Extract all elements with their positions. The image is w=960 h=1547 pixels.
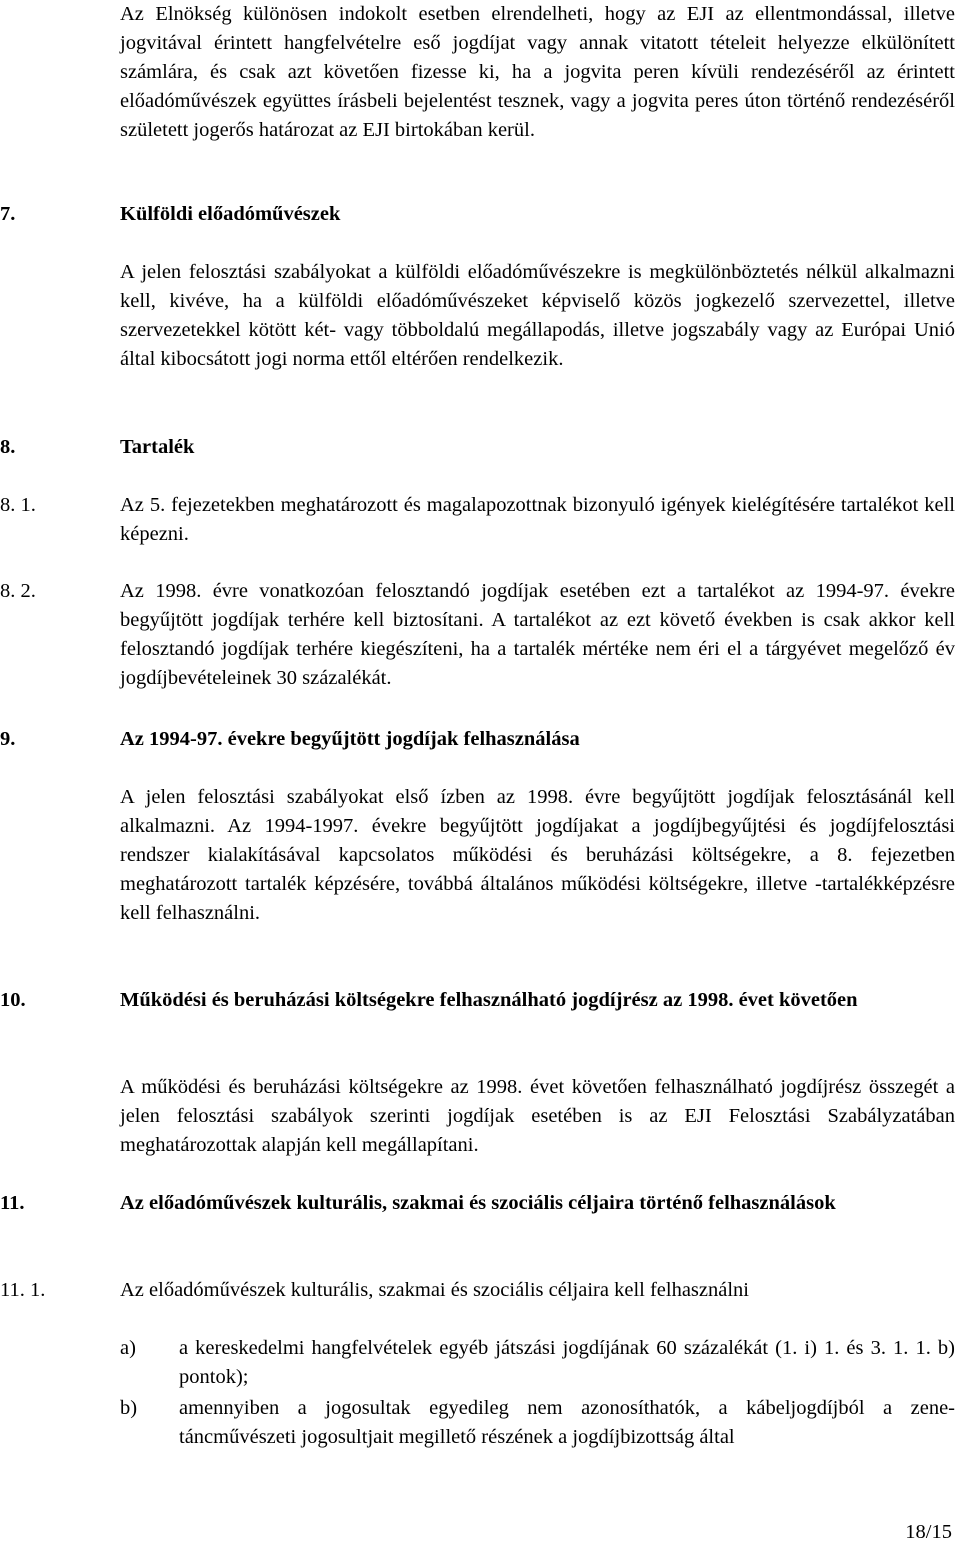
section-7-title: Külföldi előadóművészek — [120, 203, 341, 225]
section-11-title: Az előadóművészek kulturális, szakmai és szociális céljaira történő felhasználások — [120, 1192, 836, 1214]
section-9-number: 9. — [0, 728, 16, 750]
section-10-number: 10. — [0, 989, 26, 1011]
section-10-title: Működési és beruházási költségekre felhasználható jogdíjrész az 1998. évet követően — [120, 989, 858, 1011]
intro-paragraph: Az Elnökség különösen indokolt esetben elrendelheti, hogy az EJI az ellentmondással, illetve jogvitával érintett hangfelvételre eső jogdíjat vagy annak vitatott tételeit helyezze elkülönített számlára, és csak azt követően fizesse ki, ha a jogvita peren kívüli rendezéséről az érintett előadóművészek együttes írásbeli bejelentést tesznek, vagy a jogvita peres úton történő rendezéséről született jogerős határozat az EJI birtokában kerül. — [120, 3, 955, 141]
section-9-body: A jelen felosztási szabályokat első ízben az 1998. évre begyűjtött jogdíjak felosztásánál kell alkalmazni. Az 1994-1997. évekre begyűjtött jogdíjakat a jogdíjbegyűjtési és jogdíjfelosztási rendszer kialakításával kapcsolatos működési és beruházási költségekre, a 8. fejezetben meghatározott tartalék képzésére, továbbá általános működési költségekre, illetve -tartalékképzésre kell felhasználni. — [120, 786, 955, 924]
section-8-title: Tartalék — [120, 436, 195, 458]
list-item-a-text: a kereskedelmi hangfelvételek egyéb játszási jogdíjának 60 százalékát (1. i) 1. és 3. 1. 1. b) pontok); — [179, 1337, 955, 1388]
section-7-body: A jelen felosztási szabályokat a külföldi előadóművészekre is megkülönböztetés nélkül alkalmazni kell, kivéve, ha a külföldi előadóművészeket képviselő közös jogkezelő szervezettel, illetve szervezetekkel kötött két- vagy többoldalú megállapodás, illetve jogszabály vagy az Európai Unió által kibocsátott jogi norma ettől eltérően rendelkezik. — [120, 261, 955, 370]
list-item-b-text: amennyiben a jogosultak egyedileg nem azonosíthatók, a kábeljogdíjból a zene- táncművészeti jogosultjait megillető részének a jogdíjbizottság által — [179, 1397, 955, 1448]
section-7-number: 7. — [0, 203, 16, 225]
section-8-number: 8. — [0, 436, 16, 458]
section-11-1-text: Az előadóművészek kulturális, szakmai és szociális céljaira kell felhasználni — [120, 1279, 749, 1301]
section-8-2-text: Az 1998. évre vonatkozóan felosztandó jogdíjak esetében ezt a tartalékot az 1994-97. évekre begyűjtött jogdíjak terhére kell biztosítani. A tartalékot az ezt követő években is csak akkor kell felosztandó jogdíjak terhére kiegészíteni, ha a tartalék mértéke nem éri el a tárgyévet megelőző év jogdíjbevételeinek 30 százalékát. — [120, 580, 955, 689]
page-number: 18/15 — [905, 1521, 952, 1543]
section-9-title: Az 1994-97. évekre begyűjtött jogdíjak felhasználása — [120, 728, 580, 750]
section-11-number: 11. — [0, 1192, 25, 1214]
section-11-1-number: 11. 1. — [0, 1279, 46, 1301]
list-item-b-mark: b) — [120, 1397, 138, 1419]
section-8-1-number: 8. 1. — [0, 494, 36, 516]
section-10-body: A működési és beruházási költségekre az 1998. évet követően felhasználható jogdíjrész összegét a jelen felosztási szabályok szerinti jogdíjak esetében is az EJI Felosztási Szabályzatában meghatározottak alapján kell megállapítani. — [120, 1076, 955, 1156]
section-8-1-text: Az 5. fejezetekben meghatározott és magalapozottnak bizonyuló igények kielégítésére tartalékot kell képezni. — [120, 494, 955, 545]
section-8-2-number: 8. 2. — [0, 580, 36, 602]
list-item-a-mark: a) — [120, 1337, 136, 1359]
